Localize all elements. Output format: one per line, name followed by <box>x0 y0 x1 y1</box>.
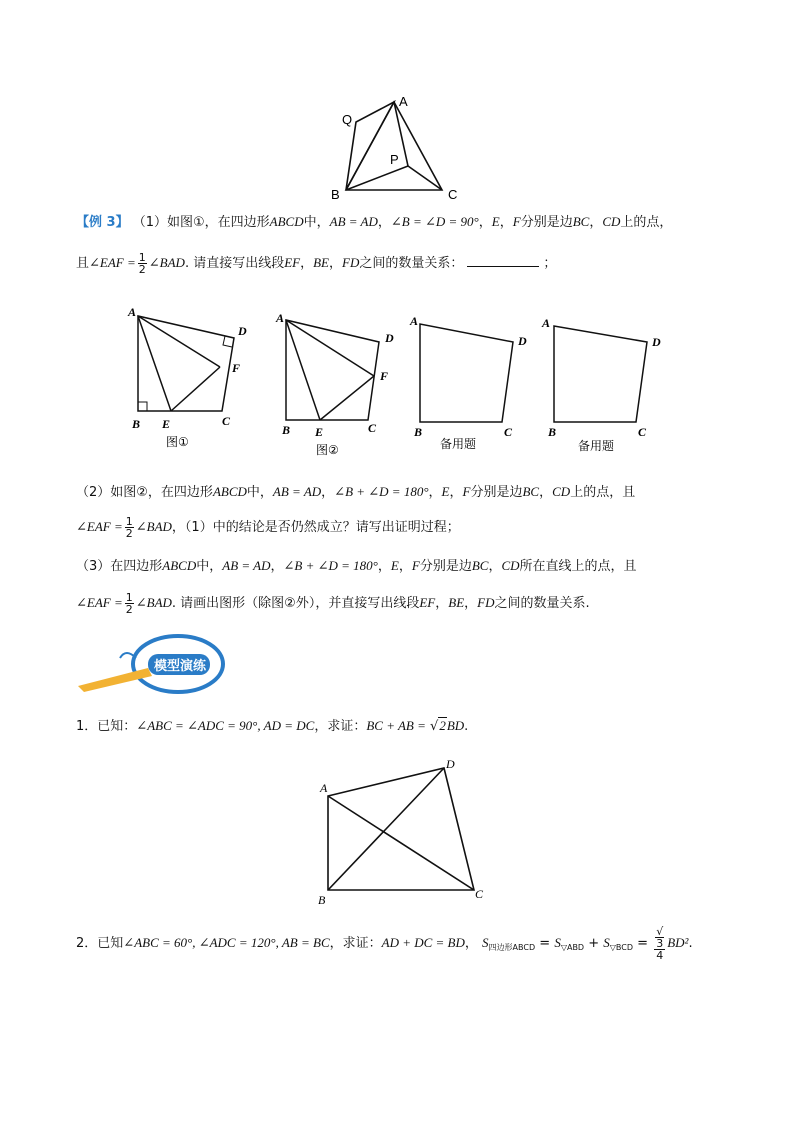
svg-text:C: C <box>475 887 484 901</box>
label-p: P <box>390 152 399 167</box>
figure-q1 <box>312 752 502 912</box>
ex3-part2-line-1: （2）如图②，在四边形ABCD中，AB = AD，∠B + ∠D = 180°，E，F分别是边BC，CD上的点，且 <box>76 484 636 500</box>
svg-text:C: C <box>638 425 647 439</box>
svg-text:D: D <box>385 331 394 345</box>
figure-spare-1 <box>406 312 536 457</box>
example-tag: 【例 3】 <box>76 215 129 230</box>
q2-line: 2．已知∠ABC = 60°, ∠ADC = 120°, AB = BC，求证：AD + DC = BD， $S_{四边形ABCD} = S_{▽ABD} + S_{▽BCD}$ = √ 3 4 BD². <box>76 925 693 962</box>
svg-text:D: D <box>446 757 455 771</box>
ex3-line-2: 且∠EAF = $\frac{1}{2}$ ∠BAD. 请直接写出线段EF，BE，FD之间的数量关系： ； <box>76 251 557 276</box>
badge-label: 模型演练 <box>154 659 207 674</box>
svg-text:B: B <box>548 425 557 439</box>
fig1-caption: 图① <box>166 435 189 449</box>
svg-text:C: C <box>368 421 377 435</box>
label-c: C <box>448 187 458 202</box>
svg-text:F: F <box>232 361 241 375</box>
svg-text:F: F <box>380 369 389 383</box>
svg-text:B: B <box>318 893 326 907</box>
figure-1 <box>124 306 264 456</box>
svg-text:A: A <box>410 314 419 328</box>
figure-spare-2 <box>540 314 670 459</box>
svg-text:E: E <box>162 417 171 431</box>
svg-text:C: C <box>222 414 231 428</box>
answer-blank <box>467 254 539 267</box>
ex3-line-1: 【例 3】 （1）如图①，在四边形ABCD中，AB = AD，∠B = ∠D = 90°，E，F分别是边BC，CD上的点， <box>76 214 673 230</box>
svg-text:A: A <box>276 311 285 325</box>
fraction-sqrt3-over-4: √ 3 4 <box>656 925 664 962</box>
figure-top <box>330 92 470 204</box>
svg-text:A: A <box>542 316 551 330</box>
fig2-caption: 图② <box>316 443 339 457</box>
ex3-part2-line-2: ∠EAF = $\frac{1}{2}$ ∠BAD，（1）中的结论是否仍然成立？请写出证明过程； <box>76 515 460 540</box>
q1-line: 1．已知：∠ABC = ∠ADC = 90°, AD = DC，求证：BC + AB = √2BD. <box>76 718 469 734</box>
svg-text:D: D <box>652 335 661 349</box>
ex3-part3-line-1: （3）在四边形ABCD中，AB = AD，∠B + ∠D = 180°，E，F分别是边BC，CD所在直线上的点，且 <box>76 558 637 574</box>
spare1-caption: 备用题 <box>440 437 477 451</box>
svg-text:A: A <box>320 781 328 795</box>
triangle-abc <box>346 102 442 190</box>
svg-text:D: D <box>518 334 527 348</box>
svg-text:A: A <box>128 305 137 319</box>
segments-bpc <box>346 166 442 190</box>
label-b: B <box>331 187 340 202</box>
ex3-part3-line-2: ∠EAF = $\frac{1}{2}$ ∠BAD. 请画出图形（除图②外），并直接写出线段EF，BE，FD之间的数量关系. <box>76 591 590 616</box>
svg-text:B: B <box>282 423 291 437</box>
svg-text:D: D <box>238 324 247 338</box>
svg-text:C: C <box>504 425 513 439</box>
label-q: Q <box>342 112 353 127</box>
spare2-caption: 备用题 <box>578 439 615 453</box>
label-a: A <box>399 94 408 109</box>
svg-text:E: E <box>315 425 324 439</box>
figure-2 <box>272 310 402 460</box>
fraction-half: $\frac{1}{2}$ <box>138 251 146 276</box>
sqrt-2: √2 <box>430 718 446 734</box>
svg-text:B: B <box>414 425 423 439</box>
svg-text:B: B <box>132 417 141 431</box>
section-badge <box>76 630 226 694</box>
